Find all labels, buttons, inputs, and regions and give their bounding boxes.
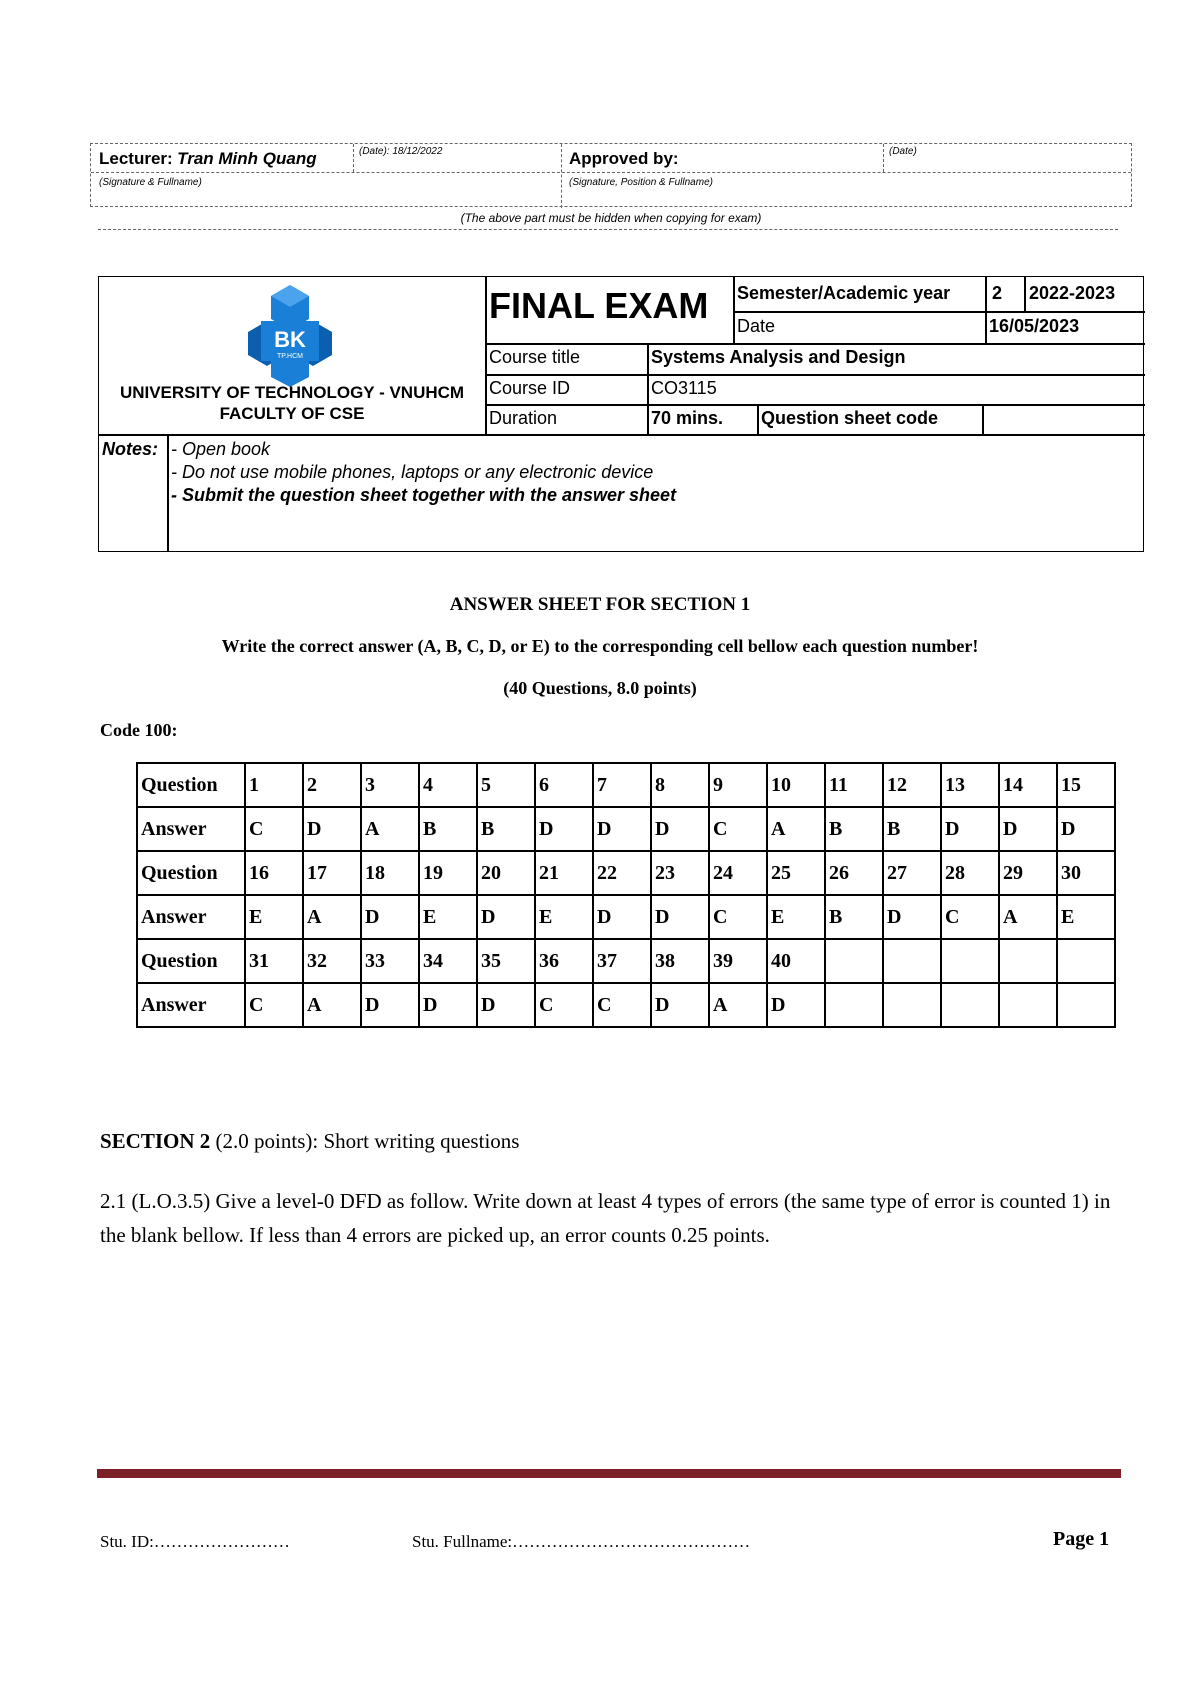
note-item: - Do not use mobile phones, laptops or any electronic device [171, 462, 654, 482]
answer-sheet-count: (40 Questions, 8.0 points) [503, 678, 697, 698]
question-number-cell: 36 [535, 939, 593, 983]
academic-year: 2022-2023 [1029, 283, 1116, 303]
answer-cell: D [593, 807, 651, 851]
question-sheet-code-label: Question sheet code [761, 408, 939, 428]
answer-cell: A [999, 895, 1057, 939]
section2-subtitle: (2.0 points): Short writing questions [210, 1129, 520, 1153]
answer-row [137, 983, 1115, 1027]
answer-cell: D [767, 983, 825, 1027]
table-rule [757, 405, 759, 435]
question-number-cell: 38 [651, 939, 709, 983]
question-number-cell [999, 939, 1057, 983]
question-number-cell: 21 [535, 851, 593, 895]
table-rule [733, 311, 1145, 313]
answer-row [137, 895, 1115, 939]
date-label: Date [737, 316, 776, 336]
question-number-cell: 6 [535, 763, 593, 807]
question-number-cell: 28 [941, 851, 999, 895]
answer-cell: D [593, 895, 651, 939]
answer-cell: A [303, 983, 361, 1027]
table-rule [485, 343, 1145, 345]
section2-heading [100, 1129, 519, 1154]
question-number-cell: 22 [593, 851, 651, 895]
answer-sheet-instruction: Write the correct answer (A, B, C, D, or E) to the corresponding cell bellow each question number! [221, 636, 979, 656]
question-row [137, 851, 1115, 895]
answer-cell: D [361, 895, 419, 939]
question-number-cell: 40 [767, 939, 825, 983]
question-number-cell: 16 [245, 851, 303, 895]
answer-cell [825, 983, 883, 1027]
approver-date: (Date) [889, 146, 917, 157]
question-row-label: Question [137, 763, 245, 807]
exam-title: FINAL EXAM [489, 285, 709, 326]
logo-text: BK [274, 327, 306, 352]
answer-cell: D [651, 807, 709, 851]
semester-label: Semester/Academic year [737, 283, 951, 303]
answer-cell: C [941, 895, 999, 939]
section2-title: SECTION 2 [100, 1129, 211, 1153]
question-number-cell: 8 [651, 763, 709, 807]
lecturer-name: Tran Minh Quang [177, 149, 317, 168]
question-number-cell: 1 [245, 763, 303, 807]
question-number-cell: 24 [709, 851, 767, 895]
footer-bar [97, 1469, 1121, 1478]
answer-cell: C [245, 807, 303, 851]
approved-by-label: Approved by: [569, 149, 679, 168]
question-number-cell: 10 [767, 763, 825, 807]
question-number-cell [1057, 939, 1115, 983]
exam-date: 16/05/2023 [989, 316, 1080, 336]
cut-line [98, 229, 1118, 230]
answer-cell: E [535, 895, 593, 939]
answer-cell: C [593, 983, 651, 1027]
table-rule [167, 435, 169, 551]
answer-cell: B [825, 807, 883, 851]
note-item: - Submit the question sheet together with the answer sheet [171, 485, 677, 505]
question-number-cell: 37 [593, 939, 651, 983]
answer-cell: B [477, 807, 535, 851]
question-number-cell: 13 [941, 763, 999, 807]
approval-divider [353, 144, 354, 172]
question-number-cell: 17 [303, 851, 361, 895]
answer-cell: C [709, 895, 767, 939]
student-name-field: Stu. Fullname:…………………………………… [412, 1532, 751, 1551]
question-row-label: Question [137, 851, 245, 895]
question-number-cell [941, 939, 999, 983]
answer-cell: C [245, 983, 303, 1027]
university-name: UNIVERSITY OF TECHNOLOGY - VNUHCM [119, 383, 465, 402]
exam-header-table [98, 276, 1144, 552]
answer-cell [883, 983, 941, 1027]
table-rule [485, 277, 487, 435]
answer-cell: D [477, 895, 535, 939]
question-number-cell: 31 [245, 939, 303, 983]
question-number-cell: 27 [883, 851, 941, 895]
answer-cell: D [1057, 807, 1115, 851]
logo-subtext: TP.HCM [277, 353, 303, 360]
answer-cell: E [1057, 895, 1115, 939]
answer-cell: B [419, 807, 477, 851]
table-rule [982, 405, 984, 435]
table-rule [1024, 277, 1026, 311]
question-row-label: Question [137, 939, 245, 983]
answer-cell: A [361, 807, 419, 851]
question-number-cell [883, 939, 941, 983]
course-title-label: Course title [489, 347, 581, 367]
question-number-cell: 5 [477, 763, 535, 807]
notes-label: Notes: [102, 439, 159, 459]
question-number-cell: 39 [709, 939, 767, 983]
question-number-cell: 23 [651, 851, 709, 895]
question-number-cell: 32 [303, 939, 361, 983]
table-rule [99, 434, 1145, 436]
lecturer-date: (Date): 18/12/2022 [359, 146, 443, 157]
answer-cell: A [709, 983, 767, 1027]
lecturer-line [99, 149, 317, 169]
answer-sheet-title: ANSWER SHEET FOR SECTION 1 [449, 594, 751, 615]
answer-cell: D [303, 807, 361, 851]
duration-label: Duration [489, 408, 558, 428]
answer-cell: C [709, 807, 767, 851]
question-number-cell: 26 [825, 851, 883, 895]
question-2-1: 2.1 (L.O.3.5) Give a level-0 DFD as follow. Write down at least 4 types of errors (the same type of error is counted 1) in the blank bellow. If less than 4 errors are picked up, an error counts 0.25 points. [100, 1189, 1111, 1247]
question-row [137, 763, 1115, 807]
answer-cell: B [883, 807, 941, 851]
answer-cell: A [767, 807, 825, 851]
answer-cell: E [767, 895, 825, 939]
answer-cell: D [941, 807, 999, 851]
answer-cell [1057, 983, 1115, 1027]
answer-row-label: Answer [137, 895, 245, 939]
question-number-cell: 25 [767, 851, 825, 895]
answer-cell: D [651, 983, 709, 1027]
answer-cell: E [245, 895, 303, 939]
faculty-name: FACULTY OF CSE [219, 404, 365, 423]
table-rule [985, 277, 987, 343]
university-logo [237, 281, 343, 387]
question-number-cell: 35 [477, 939, 535, 983]
student-id-field: Stu. ID:…………………… [100, 1532, 290, 1551]
answer-cell: D [535, 807, 593, 851]
semester-value: 2 [992, 283, 1003, 303]
answer-cell: C [535, 983, 593, 1027]
table-rule [647, 343, 649, 435]
table-rule [733, 277, 735, 311]
lecturer-label: Lecturer: [99, 149, 173, 168]
table-rule [485, 374, 1145, 376]
question-number-cell: 12 [883, 763, 941, 807]
page-number: Page 1 [1053, 1528, 1110, 1550]
approval-divider [883, 144, 884, 172]
question-number-cell: 33 [361, 939, 419, 983]
answer-cell [999, 983, 1057, 1027]
approval-divider [91, 172, 1131, 173]
table-rule [485, 404, 1145, 406]
question-number-cell: 34 [419, 939, 477, 983]
question-number-cell: 18 [361, 851, 419, 895]
question-number-cell: 30 [1057, 851, 1115, 895]
code-label: Code 100: [100, 720, 178, 740]
answer-row-label: Answer [137, 983, 245, 1027]
question-number-cell: 29 [999, 851, 1057, 895]
answer-row [137, 807, 1115, 851]
answer-cell: D [419, 983, 477, 1027]
lecturer-signature-label: (Signature & Fullname) [99, 177, 202, 188]
question-number-cell [825, 939, 883, 983]
approval-divider [561, 144, 562, 208]
question-number-cell: 9 [709, 763, 767, 807]
answer-cell: D [361, 983, 419, 1027]
answer-cell: E [419, 895, 477, 939]
question-number-cell: 2 [303, 763, 361, 807]
course-title: Systems Analysis and Design [651, 347, 906, 367]
note-item: - Open book [171, 439, 271, 459]
answer-cell: D [477, 983, 535, 1027]
answer-cell: D [999, 807, 1057, 851]
course-id: CO3115 [651, 378, 717, 398]
answer-grid [136, 762, 1116, 1028]
answer-cell: D [883, 895, 941, 939]
answer-cell: B [825, 895, 883, 939]
answer-cell [941, 983, 999, 1027]
hidden-note: (The above part must be hidden when copying for exam) [460, 211, 762, 225]
question-number-cell: 4 [419, 763, 477, 807]
course-id-label: Course ID [489, 378, 571, 398]
question-row [137, 939, 1115, 983]
answer-cell: A [303, 895, 361, 939]
approval-box [90, 143, 1132, 207]
question-number-cell: 7 [593, 763, 651, 807]
table-rule [733, 311, 735, 343]
question-number-cell: 20 [477, 851, 535, 895]
question-number-cell: 14 [999, 763, 1057, 807]
answer-cell: D [651, 895, 709, 939]
approver-signature-label: (Signature, Position & Fullname) [569, 177, 713, 188]
question-number-cell: 3 [361, 763, 419, 807]
duration-value: 70 mins. [651, 408, 724, 428]
question-number-cell: 19 [419, 851, 477, 895]
answer-row-label: Answer [137, 807, 245, 851]
question-number-cell: 15 [1057, 763, 1115, 807]
question-number-cell: 11 [825, 763, 883, 807]
